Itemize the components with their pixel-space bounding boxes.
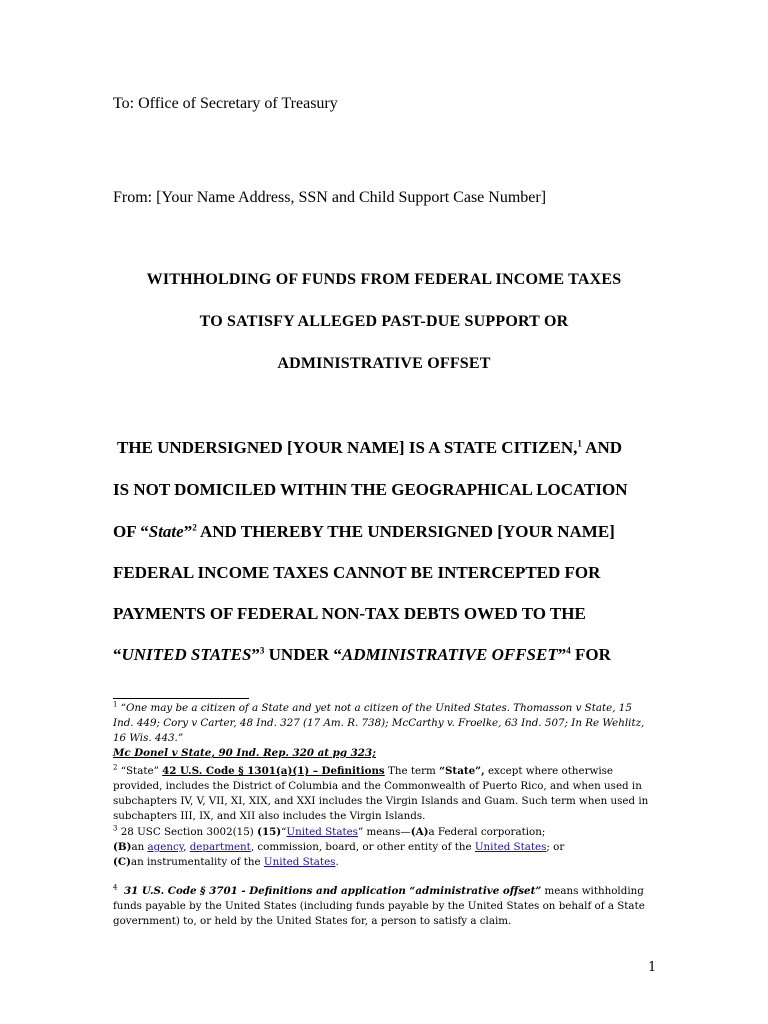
body-line-2: IS NOT DOMICILED WITHIN THE GEOGRAPHICAL LOCATION xyxy=(113,480,628,499)
footnote-ref-1: 1 xyxy=(577,438,582,449)
body-line-6: “UNITED STATES”$^3$ UNDER “ADMINISTRATIVE OFFSET”$^4$ FOR xyxy=(113,645,611,664)
agency-link[interactable]: agency xyxy=(147,841,184,853)
document-title-line-3: ADMINISTRATIVE OFFSET xyxy=(277,355,491,372)
department-link[interactable]: department xyxy=(189,841,251,853)
to-line: To: Office of Secretary of Treasury xyxy=(113,95,338,112)
document-title-line-1: WITHHOLDING OF FUNDS FROM FEDERAL INCOME TAXES xyxy=(146,271,622,288)
footnote-ref-3: 3 xyxy=(259,645,265,656)
body-line-5: PAYMENTS OF FEDERAL NON-TAX DEBTS OWED TO THE xyxy=(113,604,586,623)
footnote-1-citation: Mc Donel v State, 90 Ind. Rep. 320 at pg 323; xyxy=(113,747,376,759)
footnote-2: $^2$ “State” 42 U.S. Code § 1301(a)(1) – Definitions The term “State”, except where otherwise provided, includes the District of Columbia and the Commonwealth of Puerto Rico, and when used in subchapters IV, V, VII, XI, XIX, and XXI includes the Virgin Islands and Guam. Such term when used in subchapters III, IX, and XII also includes the Virgin Islands. xyxy=(113,763,649,822)
united-states-link-2[interactable]: United States xyxy=(474,841,547,853)
footnote-1: $^1$ “One may be a citizen of a State and yet not a citizen of the United States. Thomasson v State, 15 Ind. 449; Cory v Carter, 48 Ind. 327 (17 Am. R. 738); McCarthy v. Froelke, 63 Ind. 507; In Re Wehlitz, 16 Wis. 443.” Mc Donel v State, 90 Ind. Rep. 320 at pg 323; xyxy=(113,700,645,759)
united-states-link-3[interactable]: United States xyxy=(263,856,336,868)
body-line-3: OF “State”$^2$ AND THEREBY THE UNDERSIGNED [YOUR NAME] xyxy=(113,522,615,541)
from-line: From: [Your Name Address, SSN and Child Support Case Number] xyxy=(113,189,547,206)
footnote-3: $^3$ 28 USC Section 3002(15) (15)“United States” means—(A)a Federal corporation; (B)an agency, department, commission, board, or other entity of the United States; or (C)an instrumentality of the United States. xyxy=(113,824,565,868)
united-states-link-1[interactable]: United States xyxy=(286,826,358,838)
footnote-ref-2: 2 xyxy=(192,522,197,533)
document-title-line-2: TO SATISFY ALLEGED PAST-DUE SUPPORT OR xyxy=(199,313,569,330)
body-line-4: FEDERAL INCOME TAXES CANNOT BE INTERCEPTED FOR xyxy=(113,563,601,582)
body-line-1: THE UNDERSIGNED [YOUR NAME] IS A STATE CITIZEN,$^1$ AND xyxy=(117,438,623,457)
footnote-separator xyxy=(113,698,249,699)
footnote-ref-4: 4 xyxy=(566,645,571,656)
page-number: 1 xyxy=(648,960,657,975)
footnote-4: $^4$ 31 U.S. Code § 3701 - Definitions and application “administrative offset” means withholding funds payable by the United States (including funds payable by the United States on behalf of a State government) to, or held by the United States for, a person to satisfy a claim. xyxy=(113,883,645,927)
